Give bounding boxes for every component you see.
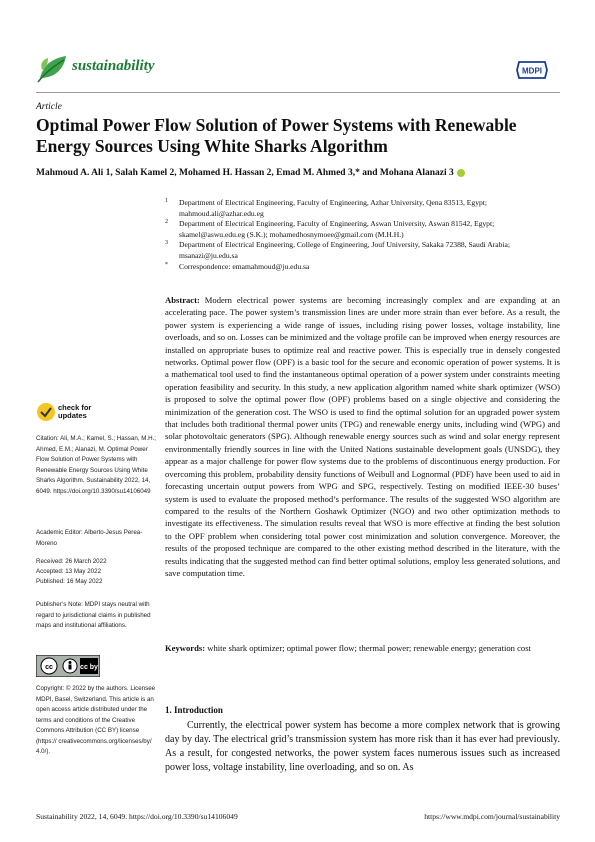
affiliation-1: 1 Department of Electrical Engineering, Faculty of Engineering, Azhar University, Qena 83513, Egypt; mahmoud.ali@azhar.edu.eg	[165, 198, 488, 218]
article-type: Article	[36, 102, 62, 112]
abstract-text: Modern electrical power systems are becoming increasingly complex and are expanding at an accelerating pace. The power system’s transmission lines are under more strain than ever before. As a result, the power system is experiencing a wide range of issues, including rising power losses, voltage instability, line overloads, and so on. Losses can be minimized and the voltage profile can be improved when energy resources are installed on appropriate buses to optimize real and reactive power. This is especially true in densely congested networks. Optimal power flow (OPF) is a basic tool for the secure and economic operation of power systems. It is a mathematical tool used to find the instantaneous optimal operation of a power system under constraints meeting operation feasibility and security. In this study, a new application algorithm named white shark optimizer (WSO) is proposed to solve the optimal power flow (OPF) problems based on a single objective and considering the minimization of the generation cost. The WSO is used to find the optimal solution for an upgraded power system that includes both traditional thermal power units (TPG) and renewable energy units, including wind (WPG) and solar photovoltaic generators (SPG). Although renewable energy sources such as wind and solar energy represent environmentally friendly sources in line with the United Nations sustainable development goals (UNSDG), they appear as a major challenge for power flow systems due to the problems of discontinuous energy production. For overcoming this problem, probability density functions of Weibull and Lognormal (PDF) have been used to aid in forecasting uncertain output powers from WPG and SPG, respectively. Testing on modified IEEE-30 buses’ system is used to evaluate the proposed method’s performance. The results of the suggested WSO algorithm are compared to the results of the Northern Goshawk Optimizer (NGO) and two other optimization methods to investigate its effectiveness. The simulation results reveal that WSO is more effective at finding the best solution to the OPF problem when considering total power cost minimization and solution convergence. Moreover, the results of the proposed technique are compared to the other existing method described in the literature, with the results indicating that the suggested method can find better optimal solutions, employ less generated solutions, and save computation time.	[165, 295, 560, 578]
author-list	[36, 168, 466, 178]
header-rule	[36, 92, 560, 93]
citation: Citation: Ali, M.A.; Kamel, S.; Hassan, M.H.; Ahmed, E.M.; Alanazi, M. Optimal Power Flow Solution of Power Systems with Renewable Energy Sources Using White Sharks Algorithm. Sustainability 2022, 14, 6049. https://doi.org/10.3390/su14106049	[36, 435, 157, 495]
keywords	[165, 642, 560, 654]
academic-editor: Academic Editor: Alberto-Jesus Perea-Moreno	[36, 529, 143, 547]
check-updates-label: check for updates	[58, 403, 92, 420]
accepted-date: Accepted: 13 May 2022	[36, 568, 102, 575]
cc-by-icon	[36, 655, 100, 677]
footer-journal-url[interactable]: https://www.mdpi.com/journal/sustainability	[424, 812, 560, 821]
mdpi-logo[interactable]	[515, 60, 549, 80]
correspondence: * Correspondence: emamahmoud@ju.edu.sa	[165, 261, 310, 271]
check-updates-icon	[36, 402, 56, 422]
affiliations	[165, 198, 560, 272]
affiliation-2: 2 Department of Electrical Engineering, Faculty of Engineering, Aswan University, Aswan 81542, Egypt; skamel@aswu.edu.eg (S.K.); mohamedhosnymoee@gmail.com (M.H.H.)	[165, 219, 495, 239]
journal-leaf-logo	[36, 52, 70, 84]
abstract	[165, 294, 560, 579]
journal-name[interactable]: sustainability	[72, 58, 155, 74]
cc-by-license-badge[interactable]	[36, 655, 100, 677]
published-date: Published: 16 May 2022	[36, 578, 103, 585]
svg-text:cc by: cc by	[80, 664, 98, 671]
svg-text:MDPI: MDPI	[522, 66, 542, 76]
keywords-text: white shark optimizer; optimal power flow; thermal power; renewable energy; generation cost	[207, 643, 531, 653]
publisher-note: Publisher’s Note: MDPI stays neutral with regard to jurisdictional claims in published maps and institutional affiliations.	[36, 601, 151, 629]
footer-citation[interactable]: Sustainability 2022, 14, 6049. https://doi.org/10.3390/su14106049	[36, 812, 238, 821]
section-heading: 1. Introduction	[165, 705, 223, 715]
page-footer	[36, 812, 560, 821]
received-date: Received: 26 March 2022	[36, 558, 107, 565]
svg-text:cc: cc	[45, 664, 53, 671]
article-title: Optimal Power Flow Solution of Power Systems with Renewable Energy Sources Using White Sharks Algorithm	[36, 115, 517, 156]
copyright: Copyright: © 2022 by the authors. Licensee MDPI, Basel, Switzerland. This article is an open access article distributed under the terms and conditions of the Creative Commons Attribution (CC BY) license (https:// creativecommons.org/licenses/by/ 4.0/).	[36, 685, 156, 755]
intro-paragraph: Currently, the electrical power system has become a more complex network that is growing day by day. The electrical grid’s transmission system has more risk than it has ever had previously. As a result, for congested networks, the power system faces numerous issues such as increased power loss, voltage instability, line overloading, and so on. As	[165, 720, 560, 773]
keywords-label: Keywords:	[165, 643, 206, 653]
affiliation-3: 3 Department of Electrical Engineering, College of Engineering, Jouf University, Sakaka 72388, Saudi Arabia; msanazi@ju.edu.sa	[165, 240, 511, 260]
abstract-label: Abstract:	[165, 295, 200, 305]
author-names: Mahmoud A. Ali 1, Salah Kamel 2, Mohamed H. Hassan 2, Emad M. Ahmed 3,* and Mohana Alanazi 3	[36, 168, 454, 178]
orcid-icon[interactable]	[457, 169, 465, 177]
check-for-updates-badge[interactable]	[36, 402, 146, 422]
